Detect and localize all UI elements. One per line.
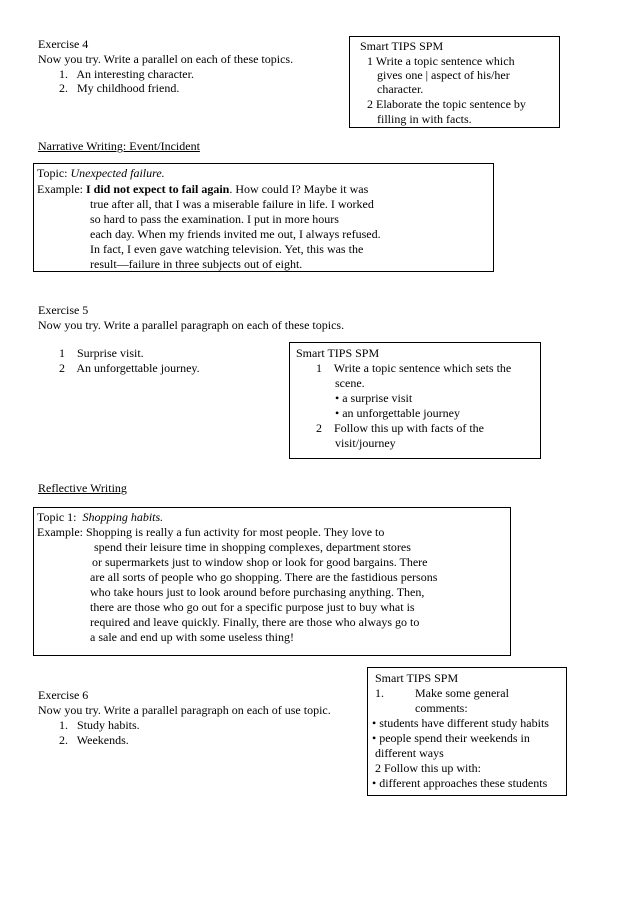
example-line: Example: Shopping is really a fun activity for most people. They love to [37, 525, 385, 539]
narrative-example-box [33, 163, 494, 272]
tips-line: scene. [335, 376, 365, 390]
exercise-5-prompt: Now you try. Write a parallel paragraph on each of these topics. [38, 318, 345, 332]
tips-line: gives one | aspect of his/her [377, 68, 510, 82]
tips-line: filling in with facts. [377, 112, 472, 126]
example-line: result—failure in three subjects out of eight. [90, 257, 303, 271]
tips-line: comments: [415, 701, 468, 715]
tips-line: different ways [375, 746, 444, 760]
tips-line: • different approaches these students [372, 776, 548, 790]
reflective-example-box [33, 507, 511, 656]
exercise-5-item: 1 Surprise visit. [59, 346, 144, 360]
tips-line: 2 Elaborate the topic sentence by [367, 97, 526, 111]
example-line: spend their leisure time in shopping complexes, department stores [94, 540, 411, 554]
exercise-5-item: 2 An unforgettable journey. [59, 361, 200, 375]
topic-line: Topic 1: Shopping habits. [37, 510, 164, 524]
exercise-6-prompt: Now you try. Write a parallel paragraph on each of use topic. [38, 703, 331, 717]
tips-line: character. [377, 82, 424, 96]
exercise-4-item: 1. An interesting character. [59, 67, 194, 81]
exercise-4-item: 2. My childhood friend. [59, 81, 180, 95]
tips-title: Smart TIPS SPM [375, 671, 459, 685]
exercise-4-title: Exercise 4 [38, 37, 89, 51]
example-line: there are those who go out for a specific purpose just to buy what is [90, 600, 415, 614]
smart-tips-box-1 [349, 36, 560, 128]
tips-line: 2 Follow this up with facts of the [316, 421, 484, 435]
tips-line: Make some general [415, 686, 509, 700]
tips-line: visit/journey [335, 436, 396, 450]
example-line: In fact, I even gave watching television. Yet, this was the [90, 242, 364, 256]
example-line: required and leave quickly. Finally, there are those who always go to [90, 615, 420, 629]
tips-title: Smart TIPS SPM [360, 39, 444, 53]
tips-line: 1 Write a topic sentence which sets the [316, 361, 512, 375]
example-line: who take hours just to look around before purchasing anything. Then, [90, 585, 425, 599]
tips-number: 1. [375, 686, 384, 700]
tips-line: • an unforgettable journey [335, 406, 460, 420]
example-line: are all sorts of people who go shopping. There are the fastidious persons [90, 570, 438, 584]
example-line: Example: I did not expect to fail again. How could I? Maybe it was [37, 182, 369, 196]
tips-line: • a surprise visit [335, 391, 413, 405]
smart-tips-box-2 [289, 342, 541, 459]
tips-line: 1 Write a topic sentence which [367, 54, 515, 68]
example-line: a sale and end up with some useless thing! [90, 630, 294, 644]
exercise-6-item: 2. Weekends. [59, 733, 129, 747]
example-line: or supermarkets just to window shop or look for good bargains. There [92, 555, 428, 569]
exercise-5-title: Exercise 5 [38, 303, 89, 317]
tips-line: • students have different study habits [372, 716, 549, 730]
exercise-6-item: 1. Study habits. [59, 718, 140, 732]
reflective-heading: Reflective Writing [38, 481, 127, 495]
example-line: true after all, that I was a miserable failure in life. I worked [90, 197, 374, 211]
tips-line: 2 Follow this up with: [375, 761, 482, 775]
smart-tips-box-3 [367, 667, 567, 796]
topic-line: Topic: Unexpected failure. [37, 166, 165, 180]
exercise-6-title: Exercise 6 [38, 688, 89, 702]
tips-line: • people spend their weekends in [372, 731, 530, 745]
example-line: so hard to pass the examination. I put in more hours [90, 212, 339, 226]
example-line: each day. When my friends invited me out, I always refused. [90, 227, 381, 241]
tips-title: Smart TIPS SPM [296, 346, 380, 360]
exercise-4-prompt: Now you try. Write a parallel on each of these topics. [38, 52, 294, 66]
narrative-heading: Narrative Writing: Event/Incident [38, 139, 200, 153]
